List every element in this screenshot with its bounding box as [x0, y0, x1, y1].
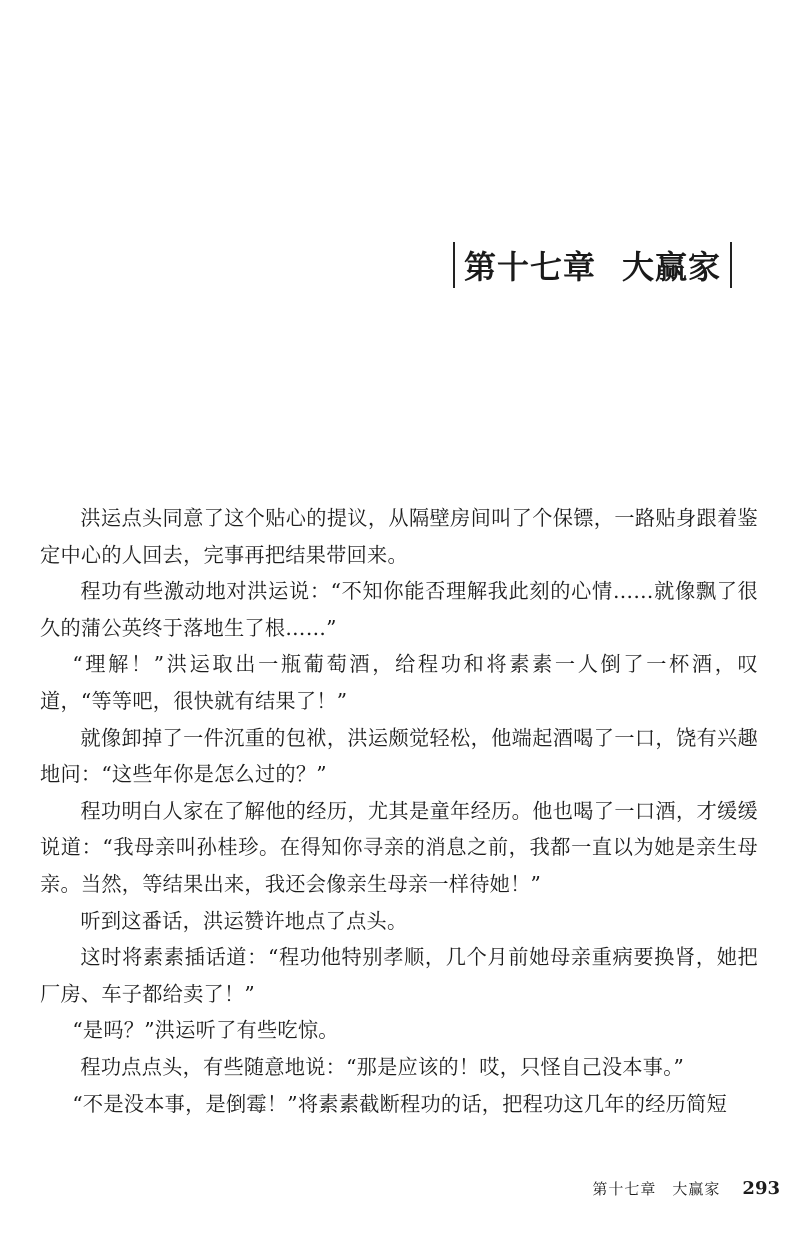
page-number: 293: [742, 1178, 780, 1199]
paragraph: 程功明白人家在了解他的经历，尤其是童年经历。他也喝了一口酒，才缓缓说道：“我母亲叫孙桂珍。在得知你寻亲的消息之前，我都一直以为她是亲生母亲。当然，等结果出来，我还会像亲生母亲一样待她！”: [40, 798, 758, 896]
running-head: 第十七章 大赢家: [592, 1180, 721, 1198]
paragraph: “是吗？”洪运听了有些吃惊。: [72, 1018, 339, 1043]
chapter-title: [455, 242, 730, 288]
paragraph: 听到这番话，洪运赞许地点了点头。: [80, 908, 408, 933]
heading-right-bar: [730, 242, 732, 288]
paragraph: “不是没本事，是倒霉！”将素素截断程功的话，把程功这几年的经历简短: [72, 1091, 728, 1116]
body-text: [40, 500, 758, 1122]
chapter-number-label: 第十七章: [463, 248, 596, 286]
paragraph: 程功有些激动地对洪运说：“不知你能否理解我此刻的心情……就像飘了很久的蒲公英终于落地生了根……”: [40, 579, 758, 640]
paragraph: 洪运点头同意了这个贴心的提议，从隔壁房间叫了个保镖，一路贴身跟着鉴定中心的人回去，完事再把结果带回来。: [40, 506, 758, 567]
chapter-title-text: 大赢家: [621, 248, 721, 286]
chapter-heading: [453, 242, 732, 288]
paragraph: 程功点点头，有些随意地说：“那是应该的！哎，只怪自己没本事。”: [80, 1054, 685, 1079]
page-footer: [592, 1178, 780, 1199]
paragraph: “理解！”洪运取出一瓶葡萄酒，给程功和将素素一人倒了一杯酒，叹道，“等等吧，很快就有结果了！”: [40, 652, 758, 713]
paragraph: 就像卸掉了一件沉重的包袱，洪运颇觉轻松，他端起酒喝了一口，饶有兴趣地问：“这些年你是怎么过的？”: [40, 725, 758, 787]
paragraph: 这时将素素插话道：“程功他特别孝顺，几个月前她母亲重病要换肾，她把厂房、车子都给卖了！”: [40, 945, 758, 1006]
